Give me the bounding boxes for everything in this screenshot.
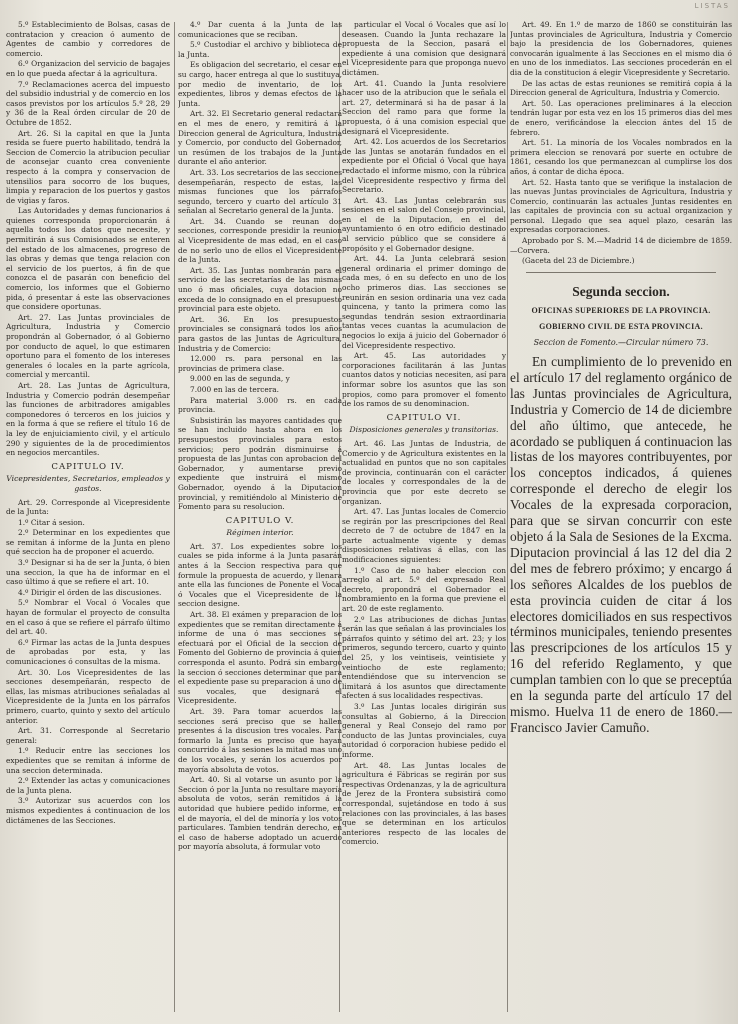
article-paragraph: Art. 37. Los expedientes sobre los cuales se pida informe á la Junta pasarán antes á la Seccion respectiva para que formule la propuesta de acuerdo, y llenara ante ella las funciones de Ponente el Vocal ó Vocales que el Vicepresidente de la seccion designe. — [178, 541, 342, 609]
col1-paras — [6, 20, 170, 458]
chapter-heading: CAPITULO IV. — [51, 461, 125, 472]
article-paragraph: Las Autoridades y demas funcionarios á quienes corresponda proporcionarán á aquella todos los datos que necesite, y permitirán á sus Comisionados se enteren del estado de los almacenes, progreso de las obras y demas que tenga relacion con el servicio de los puertos, á fin de que conozca el de pasarán con beneficio del comercio, los informes que el Gobierno pida, ó presentar á este las observaciones que considere oportunas. — [6, 206, 170, 312]
article-paragraph: Art. 28. Las Juntas de Agricultura, Industria y Comercio podrán desempeñar las funciones de arbitradores amigables componedores ó terceros en los juicios y en la forma á que se refiere el título 16 de la ley de enjuiciamiento civil, y el artículo 290 y siguientes de la de procedimientos en negocios mercantiles. — [6, 380, 170, 458]
chapter-heading: CAPITULO V. — [225, 515, 295, 526]
article-paragraph: 3.º Autorizar sus acuerdos con los mismos expedientes á continuacion de los dictámenes de las Secciones. — [6, 796, 170, 825]
col3-paras — [342, 20, 506, 409]
article-paragraph: Art. 50. Las operaciones preliminares á la eleccion tendrán lugar por esta vez en los 15 primeros dias del mes de enero, verificándose la eleccion ántes del 15 de febrero. — [510, 98, 732, 137]
article-paragraph: Art. 45. Las autoridades y corporaciones facilitarán á las Juntas cuantos datos y noticias necesiten, así para informar sobre los asuntos que las son propios, como para promover el fomento de los ramos de su denominacion. — [342, 351, 506, 409]
section-title: Segunda seccion. — [572, 283, 670, 299]
col2-paras2 — [178, 542, 342, 852]
article-paragraph: 1.º Reducir entre las secciones los expedientes que se remitan á informe de una seccion determinada. — [6, 746, 170, 775]
chapter-heading: CAPITULO VI. — [386, 412, 462, 423]
chapter-subheading: Régimen interior. — [226, 528, 294, 538]
article-paragraph: Art. 49. En 1.º de marzo de 1860 se constituirán las Juntas provinciales de Agricultura, Industria y Comercio bajo la presidencia de los Gobernadores, quienes convocarán igualmente á las Secciones en el mismo dia ó en uno de los inmediatos. Las secciones procederán en el dia de la constitucion á elegir Vicepresidente y Secretario. — [510, 20, 732, 77]
article-paragraph: Art. 47. Las Juntas locales de Comercio se regirán por las prescripciones del Real decreto de 7 de octubre de 1847 en la parte actualmente vigente y demas disposiciones relativas á ellas, con las modificaciones siguientes: — [342, 507, 506, 565]
article-paragraph: 12.000 rs. para personal en las provincias de primera clase. — [178, 354, 342, 373]
article-paragraph: 7.º Reclamaciones acerca del impuesto del subsidio industrial y de comercio en los casos previstos por los artículos 5.º 28, 29 y 36 de la Real órden circular de 20 de Octubre de 1852. — [6, 79, 170, 127]
article-paragraph: Art. 44. La Junta celebrará sesion general ordinaria el primer domingo de cada mes, ó en su defecto en uno de los ocho primeros dias. Las secciones se reunirán en sesion ordinaria una vez cada quincena, y tanto la primera como las segundas tendrán sesion extraordinaria tantas veces cuantas la acumulacion de negocios lo exija á juicio del Gobernador ó del Vicepresidente respectivo. — [342, 254, 506, 350]
article-paragraph: 1.º Caso de no haber eleccion con arreglo al art. 5.º del expresado Real decreto, propondrá el Gobernador el nombramiento en la forma que previene el art. 20 de este reglamento. — [342, 565, 506, 614]
corner-stamp: LISTAS — [694, 2, 730, 10]
article-paragraph: Art. 38. El exámen y preparacion de los expedientes que se remitan directamente á informe de una ó mas secciones se efectuará por el Oficial de la seccion de Fomento del Gobierno de provincia á quien corresponda el asunto. Podrá sin embargo la seccion ó secciones determinar que para el expediente pase su preparacion á uno de sus vocales, que designará el Vicepresidente. — [178, 610, 342, 706]
article-paragraph: 5.º Custodiar el archivo y biblioteca de la Junta. — [178, 40, 342, 59]
article-paragraph: 5.º Establecimiento de Bolsas, casas de contratacion y creacion ó aumento de Agentes de cambio y corredores de comercio. — [6, 20, 170, 58]
circular-body: En cumplimiento de lo prevenido en el artículo 17 del reglamento orgánico de las Juntas provinciales de Agricultura, Industria y Comercio de 14 de diciembre del año último, que antecede, he acordado se publiquen á continuacion las listas de los mayores contribuyentes, por los conceptos indicados, á quienes corresponde el derecho de elegir los Vocales de la expresada corporacion, para que se sirvan concurrir con este objeto á la Sala de Sesiones de la Excma. Diputacion provincial á las 12 del dia 2 del mes de febrero próximo; y encargo á los señores Alcaldes de los pueblos de esta provincia cuiden de citar á los electores domiciliados en sus respectivos términos municipales, teniendo presentes las prescripciones de los artículos 15 y 16 del referido Reglamento, y que cumplan tambien con lo que se preceptúa en la segunda parte del artículo 17 del mismo. Huelva 11 de enero de 1860.—Francisco Javier Camuño. — [510, 354, 732, 735]
col4-paras — [510, 20, 732, 266]
col3-paras2 — [342, 439, 506, 847]
article-paragraph: De las actas de estas reuniones se remitirá copia á la Direccion general de Agricultura, Industria y Comercio. — [510, 78, 732, 98]
article-paragraph: Art. 39. Para tomar acuerdos las secciones será preciso que se hallen presentes á la discusion tres vocales. Para formarlo la Junta es preciso que hayan concurrido á las sesiones la mitad mas uno de los vocales, y serán los acuerdos por mayoría absoluta de votos. — [178, 706, 342, 774]
article-paragraph: 4.º Dirigir el órden de las discusiones. — [18, 587, 162, 597]
article-paragraph: Art. 51. La minoría de los Vocales nombrados en la primera eleccion se renovará por suerte en octubre de 1861, cesando los que permanezcan al cumplirse los dos años, á contar de dicha época. — [510, 138, 732, 176]
article-paragraph: Art. 34. Cuando se reunan dos secciones, corresponde presidir la reunion al Vicepresidente de mas edad, en el caso de no serlo uno de ellos el Vicepresidente de la Junta. — [178, 216, 342, 265]
article-paragraph: Aprobado por S. M.—Madrid 14 de diciembre de 1859.—Corvera. — [510, 236, 732, 255]
article-paragraph: Art. 36. En los presupuestos provinciales se consignará todos los años para gastos de las Juntas de Agricultura, Industria y de Comercio: — [178, 314, 342, 353]
article-paragraph: 7.000 en las de tercera. — [190, 384, 280, 394]
article-paragraph: Art. 31. Corresponde al Secretario general: — [6, 726, 170, 745]
article-paragraph: Es obligacion del secretario, el cesar en su cargo, hacer entrega al que lo sustituya, por medio de inventario, de los expedientes, libros y demas efectos de la Junta. — [178, 60, 342, 108]
article-paragraph: Art. 48. Las Juntas locales de agricultura é Fábricas se regirán por sus respectivas Ordenanzas, y la de agricultura de Jerez de la Frontera subsistirá como correspondal, sujetándose en todo á sus relaciones con las provinciales, á las bases que se determinan en los artículos anteriores respecto de las locales de comercio. — [342, 760, 506, 847]
article-paragraph: 2.º Las atribuciones de dichas Juntas serán las que señalan á las provinciales los párrafos quinto y sétimo del art. 23; y los primeros, segundo tercero, cuarto y quinto del 25, y los veintiseis, veintisiete y veintiocho de este reglamento; entendiéndose que su intervencion se limitará á los asuntos que directamente afecten á sus localidades respectivas. — [342, 614, 506, 701]
article-paragraph: 5.º Nombrar el Vocal ó Vocales que hayan de formular el proyecto de consulta en el caso á que se refiere el párrafo último del art. 40. — [6, 598, 170, 637]
article-paragraph: 6.º Organizacion del servicio de bagajes en lo que pueda afectar á la agricultura. — [6, 59, 170, 78]
article-paragraph: Art. 41. Cuando la Junta resolviere hacer uso de la atribucion que le señala el art. 27, determinará si ha de pasar á la Seccion del ramo para que forme la propuesta, ó á una comision especial que designará el Vicepresidente. — [342, 78, 506, 136]
office-heading: OFICINAS SUPERIORES DE LA PROVINCIA. — [531, 306, 711, 316]
article-paragraph: Art. 32. El Secretario general redactará en el mes de enero, y remitirá á la Direccion general de Agricultura, Industria y Comercio, por conducto del Gobernador, un resúmen de los trabajos de la Junta durante el año anterior. — [178, 109, 342, 167]
article-paragraph: 2.º Extender las actas y comunicaciones de la Junta plena. — [6, 776, 170, 795]
circular-note: Seccion de Fomento.—Circular número 73. — [533, 338, 709, 348]
chapter-subheading: Disposiciones generales y transitorias. — [349, 425, 499, 435]
article-paragraph: Art. 29. Corresponde al Vicepresidente de la Junta: — [6, 497, 170, 517]
column-rule — [507, 22, 508, 1012]
col1-paras2 — [6, 498, 170, 826]
article-paragraph: 4.º Dar cuenta á la Junta de las comunicaciones que se reciban. — [178, 20, 342, 39]
column-rule — [174, 22, 175, 1012]
article-paragraph: Art. 52. Hasta tanto que se verifique la instalacion de las nuevas Juntas provinciales de Agricultura, Industria y Comercio, continuarán las actuales Juntas residentes en las capitales de provincia con su actual organizacion y personal. Llegado que sea aquel plazo, cesarán las expresadas corporaciones. — [510, 177, 732, 235]
article-paragraph: Art. 26. Si la capital en que la Junta resida se fuere puerto habilitado, tendrá la Seccion de Comercio la atribucion peculiar de aconsejar cuanto crea conveniente respecto á la compra y conservacion de utensilios para socorro de los buques, limpia y reparacion de los puertos y gastos de vigias y faros. — [6, 128, 170, 205]
chapter-subheading: Vicepresidentes, Secretarios, empleados y gastos. — [6, 474, 170, 493]
article-paragraph: 2.º Determinar en los expedientes que se remitan á informe de la Junta en pleno qué seccion ha de proponer el acuerdo. — [6, 528, 170, 557]
article-paragraph: 3.º Las Juntas locales dirigirán sus consultas al Gobierno, á la Direccion general y Real Consejo del ramo por conducto de las Juntas provinciales, cuya autoridad ó corporacion hubiese pedido el informe. — [342, 701, 506, 759]
article-paragraph: 9.000 en las de segunda, y — [190, 374, 290, 384]
article-paragraph: Art. 40. Si al votarse un asunto por la Seccion ó por la Junta no resultare mayoría absoluta de votos, serán remitidos á la autoridad que hubiere pedido informe, en el de mayoría, el del de minoría y los votos particulares. Tambien tendrán derecho, en el caso de haberse adoptado un acuerdo por mayoría absoluta, á formular voto — [178, 775, 342, 852]
article-paragraph: Art. 46. Las Juntas de Industria, de Comercio y de Agricultura existentes en la actualidad en puntos que no son capitales de provincia, continuarán con el carácter de locales y correspondales de la de provincia que por este decreto se organizan. — [342, 438, 506, 506]
article-paragraph: Art. 43. Las Juntas celebrarán sus sesiones en el salon del Consejo provincial, en el de la Diputacion, en el del ayuntamiento ó en otro edificio destinado al servicio público que se considere á propósito y el Gobernador designe. — [342, 195, 506, 253]
divider — [526, 272, 717, 273]
column-2 — [178, 20, 342, 1010]
article-paragraph: Para material 3.000 rs. en cada provincia. — [178, 395, 342, 415]
article-paragraph: 6.º Firmar las actas de la Junta despues de aprobadas por esta, y las comunicaciones ó consultas de la misma. — [6, 637, 170, 666]
article-paragraph: Art. 30. Los Vicepresidentes de las secciones desempeñarán, respecto de ellas, las mismas atribuciones señaladas al Vicepresidente de la Junta en los párrafos primero, cuarto, quinto y sexto del artículo anterior. — [6, 667, 170, 725]
article-paragraph: Subsistirán las mayores cantidades que se han incluido hasta ahora en los presupuestos provinciales para estos servicios; pero podrán disminuirse á propuesta de las Juntas con aprobacion del Gobernador, y aumentarse previo expediente que instruirá el mismo Gobernador, oyendo á la Diputacion provincial, y remitiéndolo al Ministerio de Fomento para su resolucion. — [178, 415, 342, 512]
column-1 — [6, 20, 170, 1010]
government-heading: GOBIERNO CIVIL DE ESTA PROVINCIA. — [539, 322, 703, 332]
article-paragraph: 3.º Designar si ha de ser la Junta, ó bien una seccion, la que ha de informar en el caso último á que se refiere el art. 10. — [6, 558, 170, 587]
article-paragraph: Art. 33. Los secretarios de las secciones desempeñarán, respecto de estas, las mismas funciones que los párrafos segundo, tercero y cuarto del artículo 31 señalan al Secretario general de la Junta. — [178, 167, 342, 216]
article-paragraph: Art. 35. Las Juntas nombrarán para el servicio de las secretarías de las mismas uno ó mas oficiales, cuya dotacion no exceda de lo consignado en el presupuesto provincial para este objeto. — [178, 265, 342, 314]
column-4 — [510, 20, 732, 1010]
article-paragraph: (Gaceta del 23 de Diciembre.) — [522, 256, 635, 266]
article-paragraph: Art. 27. Las Juntas provinciales de Agricultura, Industria y Comercio propondrán al Gobernador, ó al Gobierno por conducto de aquel, lo que estimaren oportuno para el fomento de los intereses generales ó locales en la parte agrícola, comercial y mercantil. — [6, 312, 170, 380]
article-paragraph: 1.º Citar á sesion. — [18, 517, 85, 527]
article-paragraph: Art. 42. Los acuerdos de los Secretarios de las Juntas se anotarán fundados en el expediente por el Oficial ó Vocal que haya redactado el informe mismo, con la rúbrica del Vicepresidente respectivo y firma del Secretario. — [342, 137, 506, 195]
column-3 — [342, 20, 506, 1010]
col2-paras — [178, 20, 342, 512]
article-paragraph: particular el Vocal ó Vocales que así lo deseasen. Cuando la Junta rechazare la propuesta de la Seccion, pasará el expediente á una comision que designará el Vicepresidente para que proponga nuevo dictámen. — [342, 20, 506, 77]
